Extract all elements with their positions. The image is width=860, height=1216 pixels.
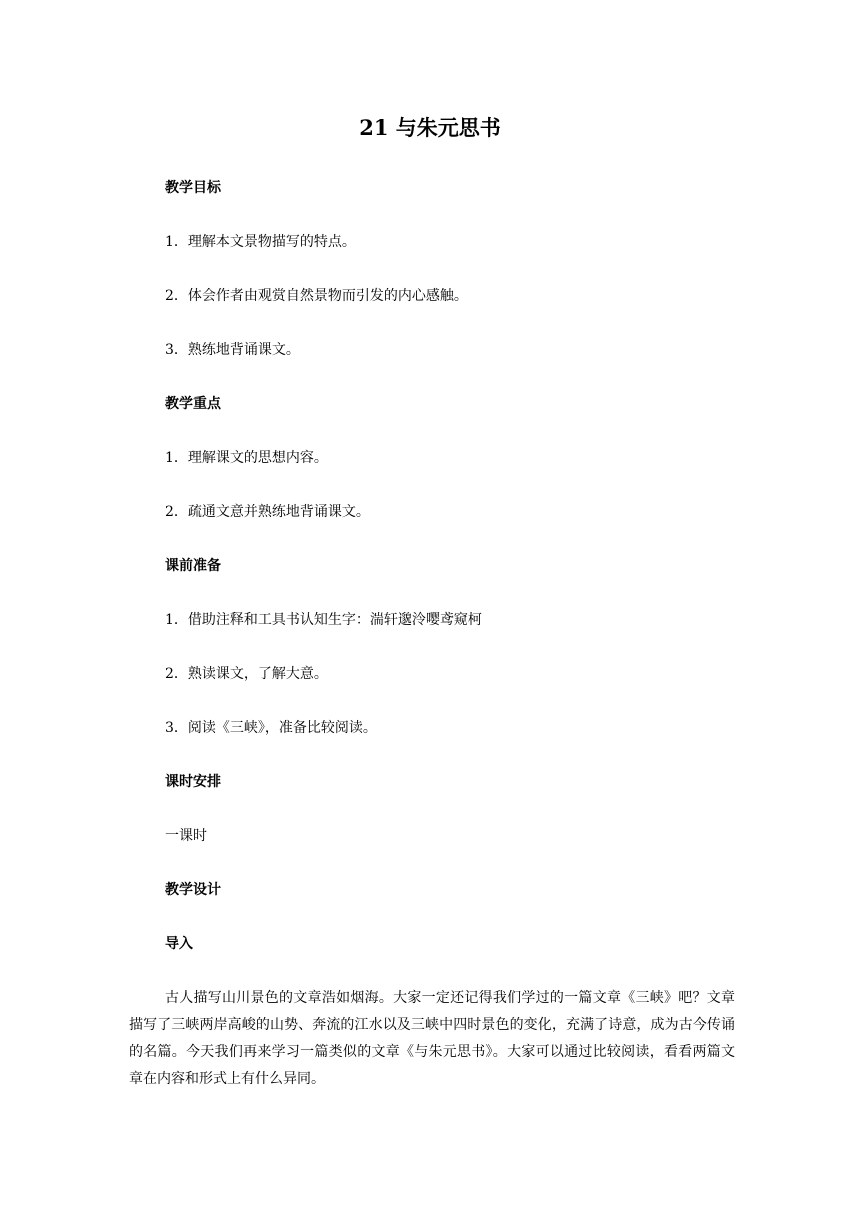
- keypoint-item-1: 1．理解课文的思想内容。: [165, 450, 328, 466]
- schedule-value: 一课时: [165, 828, 207, 844]
- objective-item-3: 3．熟练地背诵课文。: [165, 342, 300, 358]
- heading-preparation: 课前准备: [165, 558, 221, 574]
- objective-item-1: 1．理解本文景物描写的特点。: [165, 234, 356, 250]
- preparation-item-2: 2．熟读课文，了解大意。: [165, 666, 328, 682]
- heading-keypoints: 教学重点: [165, 396, 221, 412]
- subheading-intro: 导入: [165, 936, 193, 952]
- preparation-item-3: 3．阅读《三峡》，准备比较阅读。: [165, 720, 377, 736]
- document-title: 21 与朱元思书: [359, 115, 501, 140]
- preparation-item-1: 1．借助注释和工具书认知生字：湍轩邈泠嘤鸢窥柯: [165, 612, 482, 628]
- objective-item-2: 2．体会作者由观赏自然景物而引发的内心感触。: [165, 288, 468, 304]
- heading-design: 教学设计: [165, 882, 221, 898]
- keypoint-item-2: 2．疏通文意并熟练地背诵课文。: [165, 504, 370, 520]
- heading-schedule: 课时安排: [165, 774, 221, 790]
- heading-objectives: 教学目标: [165, 180, 221, 196]
- intro-paragraph: 古人描写山川景色的文章浩如烟海。大家一定还记得我们学过的一篇文章《三峡》吧？文章描写了三峡两岸高峻的山势、奔流的江水以及三峡中四时景色的变化，充满了诗意，成为古今传诵的名篇。今天我们再来学习一篇类似的文章《与朱元思书》。大家可以通过比较阅读，看看两篇文章在内容和形式上有什么异同。: [129, 990, 735, 1087]
